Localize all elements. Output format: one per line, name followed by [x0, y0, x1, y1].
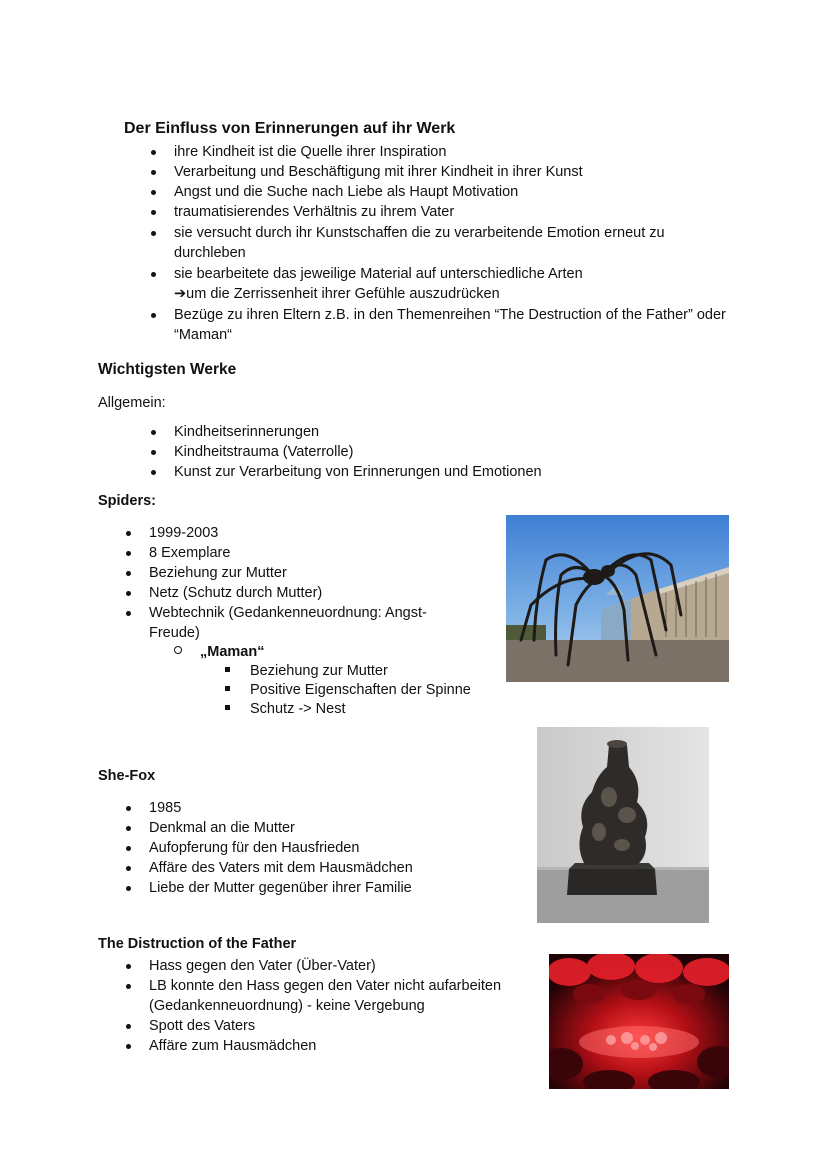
maman-sculpture-image: [506, 515, 729, 682]
maman-item-text: Schutz -> Nest: [250, 701, 346, 717]
shefox-title: She-Fox: [98, 768, 156, 784]
circle-bullet-icon: [174, 646, 182, 654]
maman-label: „Maman“: [200, 644, 265, 660]
spiders-title: Spiders:: [98, 493, 157, 509]
list-item: sie versucht durch ihr Kunstschaffen die zu verarbeitende Emotion erneut zu durchleben: [149, 223, 709, 263]
list-item: Kindheitserinnerungen: [149, 422, 749, 442]
list-item: LB konnte den Hass gegen den Vater nicht aufarbeiten (Gedankenneuordnung) - keine Vergebung: [124, 976, 524, 1016]
list-item: Netz (Schutz durch Mutter): [124, 583, 454, 603]
maman-item: [225, 699, 346, 719]
section-title-influence: Der Einfluss von Erinnerungen auf ihr Werk: [124, 120, 456, 137]
maman-item: [225, 680, 471, 700]
influence-list: [149, 142, 749, 345]
father-list: [124, 956, 524, 1056]
list-item: Aufopferung für den Hausfrieden: [124, 838, 524, 858]
maman-item: [225, 661, 388, 681]
father-title: The Distruction of the Father: [98, 936, 297, 952]
list-item: 8 Exemplare: [124, 543, 454, 563]
square-bullet-icon: [225, 705, 230, 710]
general-list: [149, 422, 749, 482]
list-item: 1985: [124, 798, 524, 818]
list-item: Kunst zur Verarbeitung von Erinnerungen und Emotionen: [149, 462, 749, 482]
list-item: Hass gegen den Vater (Über-Vater): [124, 956, 524, 976]
general-label: Allgemein:: [98, 395, 166, 411]
square-bullet-icon: [225, 686, 230, 691]
list-item: ihre Kindheit ist die Quelle ihrer Inspiration: [149, 142, 749, 162]
list-item: Bezüge zu ihren Eltern z.B. in den Themenreihen “The Destruction of the Father” oder “Maman“: [149, 305, 734, 345]
maman-item-text: Positive Eigenschaften der Spinne: [250, 682, 471, 698]
list-item: 1999-2003: [124, 523, 454, 543]
shefox-list: [124, 798, 524, 898]
maman-subitem: [174, 642, 264, 662]
section-title-works: Wichtigsten Werke: [98, 361, 237, 378]
arrow-text: ➔um die Zerrissenheit ihrer Gefühle auszudrücken: [174, 286, 500, 302]
list-item: sie bearbeitete das jeweilige Material auf unterschiedliche Arten: [149, 264, 749, 284]
list-item: traumatisierendes Verhältnis zu ihrem Vater: [149, 202, 749, 222]
list-item: Affäre des Vaters mit dem Hausmädchen: [124, 858, 524, 878]
shefox-sculpture-image: [537, 727, 709, 923]
list-item: Denkmal an die Mutter: [124, 818, 524, 838]
list-item: Beziehung zur Mutter: [124, 563, 454, 583]
list-item: Angst und die Suche nach Liebe als Haupt Motivation: [149, 182, 749, 202]
list-item: Liebe der Mutter gegenüber ihrer Familie: [124, 878, 524, 898]
list-item: Kindheitstrauma (Vaterrolle): [149, 442, 749, 462]
list-item: Webtechnik (Gedankenneuordnung: Angst-Freude): [124, 603, 449, 643]
list-item: Verarbeitung und Beschäftigung mit ihrer Kindheit in ihrer Kunst: [149, 162, 749, 182]
arrow-line: [149, 284, 749, 304]
destruction-installation-image: [549, 954, 729, 1089]
list-item: Spott des Vaters: [124, 1016, 524, 1036]
square-bullet-icon: [225, 667, 230, 672]
spiders-list: [124, 523, 454, 643]
maman-item-text: Beziehung zur Mutter: [250, 663, 388, 679]
list-item: Affäre zum Hausmädchen: [124, 1036, 524, 1056]
